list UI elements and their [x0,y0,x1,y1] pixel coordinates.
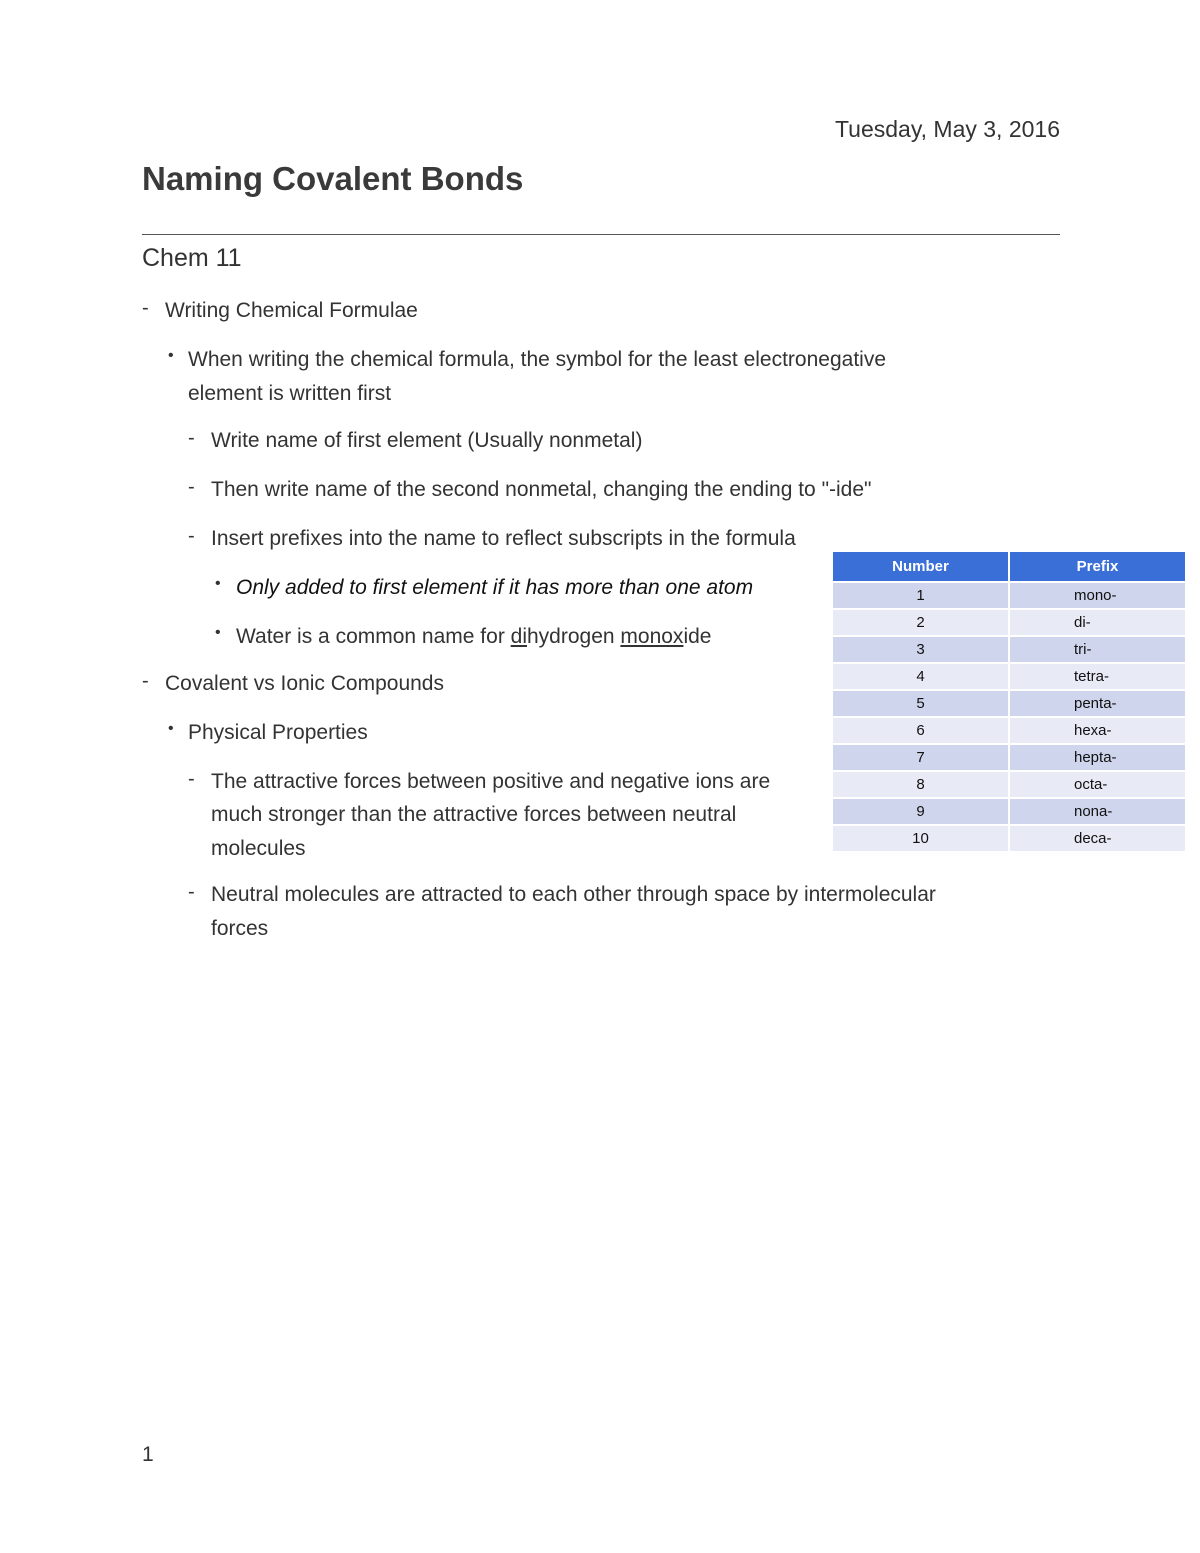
table-cell-prefix: hexa- [1009,717,1185,744]
prefix-table [833,552,1185,851]
table-cell-prefix: mono- [1009,582,1185,609]
dash-marker: - [188,525,195,547]
table-row [833,582,1185,609]
neutral-molecules-line1: Neutral molecules are attracted to each other through space by intermolecular [211,883,936,906]
bullet-formula-rule-line1: When writing the chemical formula, the symbol for the least electronegative [188,348,886,371]
table-cell-prefix: penta- [1009,690,1185,717]
table-cell-number: 9 [833,798,1009,825]
water-text-pre: Water is a common name for [236,625,511,648]
title-divider [142,234,1060,235]
table-cell-prefix: nona- [1009,798,1185,825]
table-cell-number: 8 [833,771,1009,798]
dash-marker: - [188,427,195,449]
note-first-element-prefix: Only added to first element if it has more than one atom [236,576,754,599]
table-cell-prefix: octa- [1009,771,1185,798]
table-row [833,825,1185,851]
table-row [833,771,1185,798]
prefix-table-header-row [833,552,1185,582]
section-heading-formulae: Writing Chemical Formulae [165,299,418,322]
section-heading-covalent-vs-ionic: Covalent vs Ionic Compounds [165,672,444,695]
ionic-forces-line1: The attractive forces between positive and negative ions are [211,770,771,793]
note-subtitle: Chem 11 [142,244,242,272]
table-cell-number: 1 [833,582,1009,609]
table-row [833,717,1185,744]
bullet-marker: • [168,720,174,737]
dash-marker: - [188,476,195,498]
table-row [833,609,1185,636]
water-text-underline-monox: monox [620,625,684,648]
table-cell-number: 3 [833,636,1009,663]
table-cell-prefix: tetra- [1009,663,1185,690]
table-row [833,663,1185,690]
dash-marker: - [142,297,149,319]
table-cell-prefix: tri- [1009,636,1185,663]
water-text-underline-di: di [510,625,527,648]
bullet-marker: • [215,575,221,592]
bullet-marker: • [168,347,174,364]
note-title: Naming Covalent Bonds [142,160,524,197]
note-date: Tuesday, May 3, 2016 [834,116,1060,142]
step-first-element: Write name of first element (Usually nonmetal) [211,429,643,452]
table-cell-number: 5 [833,690,1009,717]
bullet-physical-properties: Physical Properties [188,721,368,744]
table-cell-number: 6 [833,717,1009,744]
table-row [833,636,1185,663]
water-text-post: ide [683,625,712,648]
table-row [833,798,1185,825]
table-cell-prefix: hepta- [1009,744,1185,771]
table-cell-prefix: di- [1009,609,1185,636]
step-second-nonmetal: Then write name of the second nonmetal, changing the ending to "-ide" [211,478,872,501]
dash-marker: - [188,768,195,790]
bullet-marker: • [215,624,221,641]
neutral-molecules-line2: forces [211,917,269,940]
table-row [833,744,1185,771]
water-text-mid: hydrogen [527,625,621,648]
prefix-table-header-number: Number [833,552,1009,582]
bullet-formula-rule-line2: element is written first [188,382,392,405]
note-water-example [236,620,711,654]
table-row [833,690,1185,717]
ionic-forces-line3: molecules [211,837,306,860]
step-insert-prefixes: Insert prefixes into the name to reflect subscripts in the formula [211,527,796,550]
table-cell-number: 7 [833,744,1009,771]
table-cell-number: 10 [833,825,1009,851]
page-number: 1 [142,1443,154,1466]
ionic-forces-line2: much stronger than the attractive forces between neutral [211,803,737,826]
table-cell-number: 4 [833,663,1009,690]
table-cell-number: 2 [833,609,1009,636]
table-cell-prefix: deca- [1009,825,1185,851]
dash-marker: - [142,670,149,692]
dash-marker: - [188,881,195,903]
prefix-table-header-prefix: Prefix [1009,552,1185,582]
